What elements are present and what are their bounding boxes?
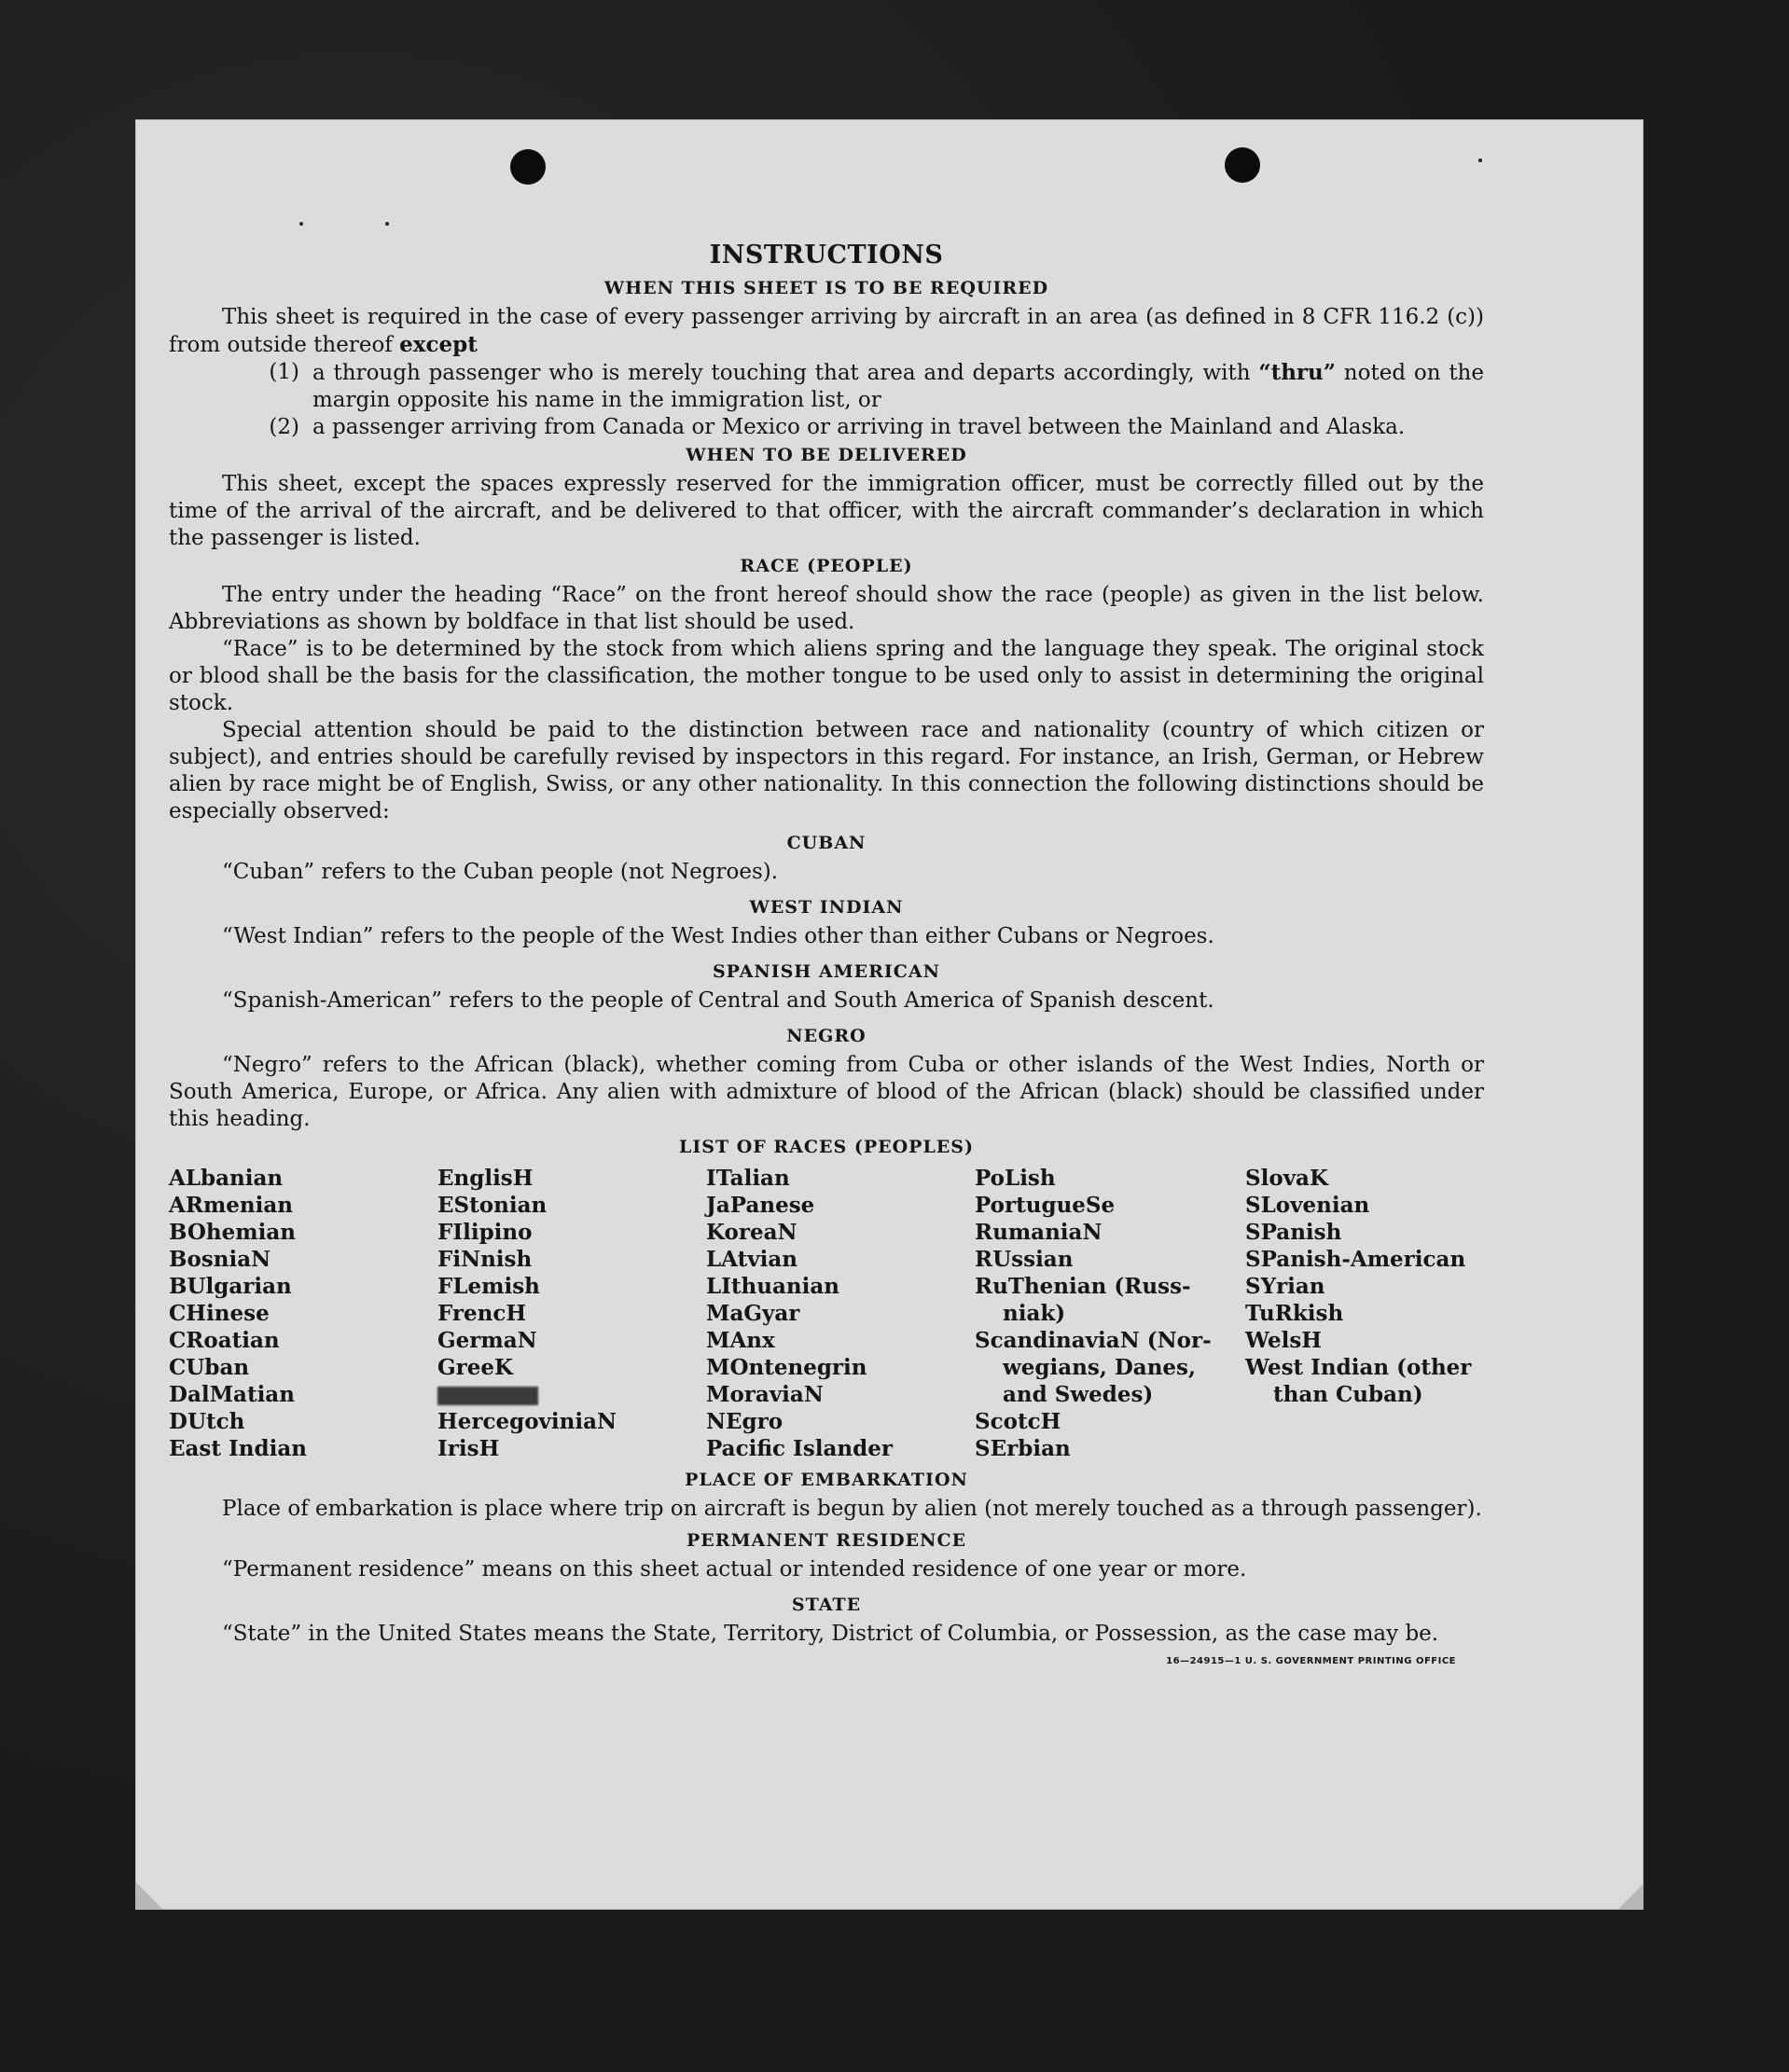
punch-hole [510, 149, 546, 185]
race-entry: HercegoviniaN [437, 1409, 617, 1434]
section-heading: PERMANENT RESIDENCE [686, 1530, 967, 1551]
race-entry: niak) [1003, 1301, 1066, 1326]
punch-hole [1225, 147, 1260, 183]
section-heading: RACE (PEOPLE) [740, 556, 913, 576]
races-column [169, 1165, 437, 1462]
race-paragraph: Special attention should be paid to the distinction between race and nationality (country of which citizen or subject), and entries should be carefully revised by inspectors in this regard. For instance, an Irish, German, or Hebrew alien by race might be of English, Swiss, or any other nationality. In this connection the following distinctions should be especially observed: [169, 718, 1484, 823]
text-bold: except [399, 332, 478, 357]
page-title: INSTRUCTIONS [709, 241, 944, 269]
race-entry: MoraviaN [706, 1382, 824, 1407]
race-entry: FrencH [437, 1301, 527, 1326]
race-entry: ALbanian [169, 1166, 284, 1191]
instructions-content [169, 241, 1484, 1675]
speck [385, 222, 389, 226]
race-entry: GreeK [437, 1355, 514, 1380]
race-entry-redacted [437, 1381, 706, 1408]
race-entry: PortugueSe [975, 1193, 1116, 1218]
item-number: (1) [269, 360, 299, 384]
race-entry: than Cuban) [1273, 1382, 1423, 1407]
race-entry: GermaN [437, 1328, 537, 1353]
race-entry: WelsH [1245, 1328, 1323, 1353]
race-entry: BosniaN [169, 1247, 271, 1272]
race-entry: RUssian [975, 1247, 1074, 1272]
race-entry: FiNnish [437, 1247, 533, 1272]
race-entry: West Indian (other [1245, 1355, 1472, 1380]
race-entry: EStonian [437, 1193, 548, 1218]
races-column [437, 1165, 706, 1462]
printer-mark: 16—24915—1 U. S. GOVERNMENT PRINTING OFFICE [1166, 1656, 1456, 1666]
section-heading: PLACE OF EMBARKATION [685, 1470, 968, 1490]
races-column [975, 1165, 1245, 1462]
races-column [706, 1165, 975, 1462]
text: This sheet is required in the case of every passenger arriving by aircraft in an area (as defined in 8 CFR 116.2 (c)) from outside thereof [169, 305, 1484, 357]
document-sheet [135, 119, 1643, 1910]
race-entry: BOhemian [169, 1220, 296, 1245]
race-entry: RumaniaN [975, 1220, 1103, 1245]
race-entry: RuThenian (Russ- [975, 1274, 1191, 1299]
race-entry: NEgro [706, 1409, 784, 1434]
race-entry: SErbian [975, 1436, 1071, 1461]
race-entry: DalMatian [169, 1382, 295, 1407]
west-indian-paragraph: “West Indian” refers to the people of the West Indies other than either Cubans or Negroes. [222, 924, 1214, 948]
race-entry: EnglisH [437, 1166, 534, 1191]
race-entry: SLovenian [1245, 1193, 1370, 1218]
race-entry: ARmenian [169, 1193, 294, 1218]
section-heading: SPANISH AMERICAN [712, 961, 941, 982]
races-list [169, 1165, 1484, 1462]
list-item [169, 359, 1484, 414]
race-entry: MAnx [706, 1328, 775, 1353]
item-text [312, 359, 1484, 414]
race-entry: LIthuanian [706, 1274, 839, 1299]
race-entry: and Swedes) [1003, 1382, 1154, 1407]
corner-fold [1617, 1884, 1643, 1910]
race-entry: MaGyar [706, 1301, 800, 1326]
race-entry: JaPanese [706, 1193, 815, 1218]
race-entry: LAtvian [706, 1247, 797, 1272]
race-entry: KoreaN [706, 1220, 797, 1245]
race-entry: MOntenegrin [706, 1355, 867, 1380]
negro-paragraph: “Negro” refers to the African (black), whether coming from Cuba or other islands of the West Indies, North or South America, Europe, or Africa. Any alien with admixture of blood of the African (black) should be classified under this heading. [169, 1053, 1484, 1131]
race-paragraph: “Race” is to be determined by the stock from which aliens spring and the language they speak. The original stock or blood shall be the basis for the classification, the mother tongue to be used only to assist in determining the original stock. [169, 637, 1484, 715]
speck [1478, 159, 1482, 162]
race-entry: CUban [169, 1355, 250, 1380]
section-heading: WEST INDIAN [749, 897, 904, 918]
footer-row [169, 1648, 1484, 1675]
race-entry: SPanish-American [1245, 1247, 1466, 1272]
corner-fold [135, 1882, 163, 1910]
state-paragraph: “State” in the United States means the State, Territory, District of Columbia, or Possession, as the case may be. [222, 1622, 1439, 1646]
redaction-mark [437, 1387, 538, 1405]
race-entry: ScotcH [975, 1409, 1061, 1434]
spanish-american-paragraph: “Spanish-American” refers to the people of Central and South America of Spanish descent. [222, 988, 1214, 1013]
list-item [169, 414, 1484, 441]
race-entry: IrisH [437, 1436, 500, 1461]
required-paragraph [169, 304, 1484, 359]
race-entry: BUlgarian [169, 1274, 292, 1299]
race-entry: DUtch [169, 1409, 245, 1434]
section-heading: LIST OF RACES (PEOPLES) [679, 1137, 974, 1157]
race-entry: CHinese [169, 1301, 270, 1326]
race-paragraph: The entry under the heading “Race” on the front hereof should show the race (people) as given in the list below. Abbreviations as shown by boldface in that list should be used. [169, 583, 1484, 634]
race-entry: SPanish [1245, 1220, 1342, 1245]
cuban-paragraph: “Cuban” refers to the Cuban people (not Negroes). [222, 860, 779, 884]
embarkation-paragraph: Place of embarkation is place where trip on aircraft is begun by alien (not merely touched as a through passenger). [222, 1497, 1482, 1521]
text: a through passenger who is merely touching that area and departs accordingly, with [312, 361, 1259, 385]
section-heading: CUBAN [786, 833, 867, 853]
race-entry: PoLish [975, 1166, 1056, 1191]
text: noted on the margin opposite his name in the immigration list, or [312, 361, 1484, 412]
race-entry: wegians, Danes, [1003, 1355, 1196, 1380]
section-heading: NEGRO [786, 1026, 867, 1046]
race-entry: FLemish [437, 1274, 540, 1299]
section-heading: STATE [791, 1595, 862, 1615]
race-entry: ITalian [706, 1166, 790, 1191]
item-text: a passenger arriving from Canada or Mexico or arriving in travel between the Mainland and Alaska. [312, 415, 1406, 439]
race-entry: CRoatian [169, 1328, 280, 1353]
section-heading: WHEN THIS SHEET IS TO BE REQUIRED [603, 278, 1049, 298]
item-number: (2) [269, 415, 299, 439]
race-entry: SYrian [1245, 1274, 1325, 1299]
race-entry: TuRkish [1245, 1301, 1344, 1326]
races-column [1245, 1165, 1484, 1462]
race-entry: Pacific Islander [706, 1436, 893, 1461]
section-heading: WHEN TO BE DELIVERED [686, 445, 967, 465]
speck [299, 222, 303, 226]
text-bold: “thru” [1258, 360, 1336, 385]
residence-paragraph: “Permanent residence” means on this sheet actual or intended residence of one year or more. [222, 1557, 1247, 1582]
race-entry: FIlipino [437, 1220, 533, 1245]
race-entry: SlovaK [1245, 1166, 1328, 1191]
delivered-paragraph: This sheet, except the spaces expressly reserved for the immigration officer, must be correctly filled out by the time of the arrival of the aircraft, and be delivered to that officer, with the aircraft commander’s declaration in which the passenger is listed. [169, 472, 1484, 550]
race-entry: ScandinaviaN (Nor- [975, 1328, 1212, 1353]
race-entry: East Indian [169, 1436, 307, 1461]
